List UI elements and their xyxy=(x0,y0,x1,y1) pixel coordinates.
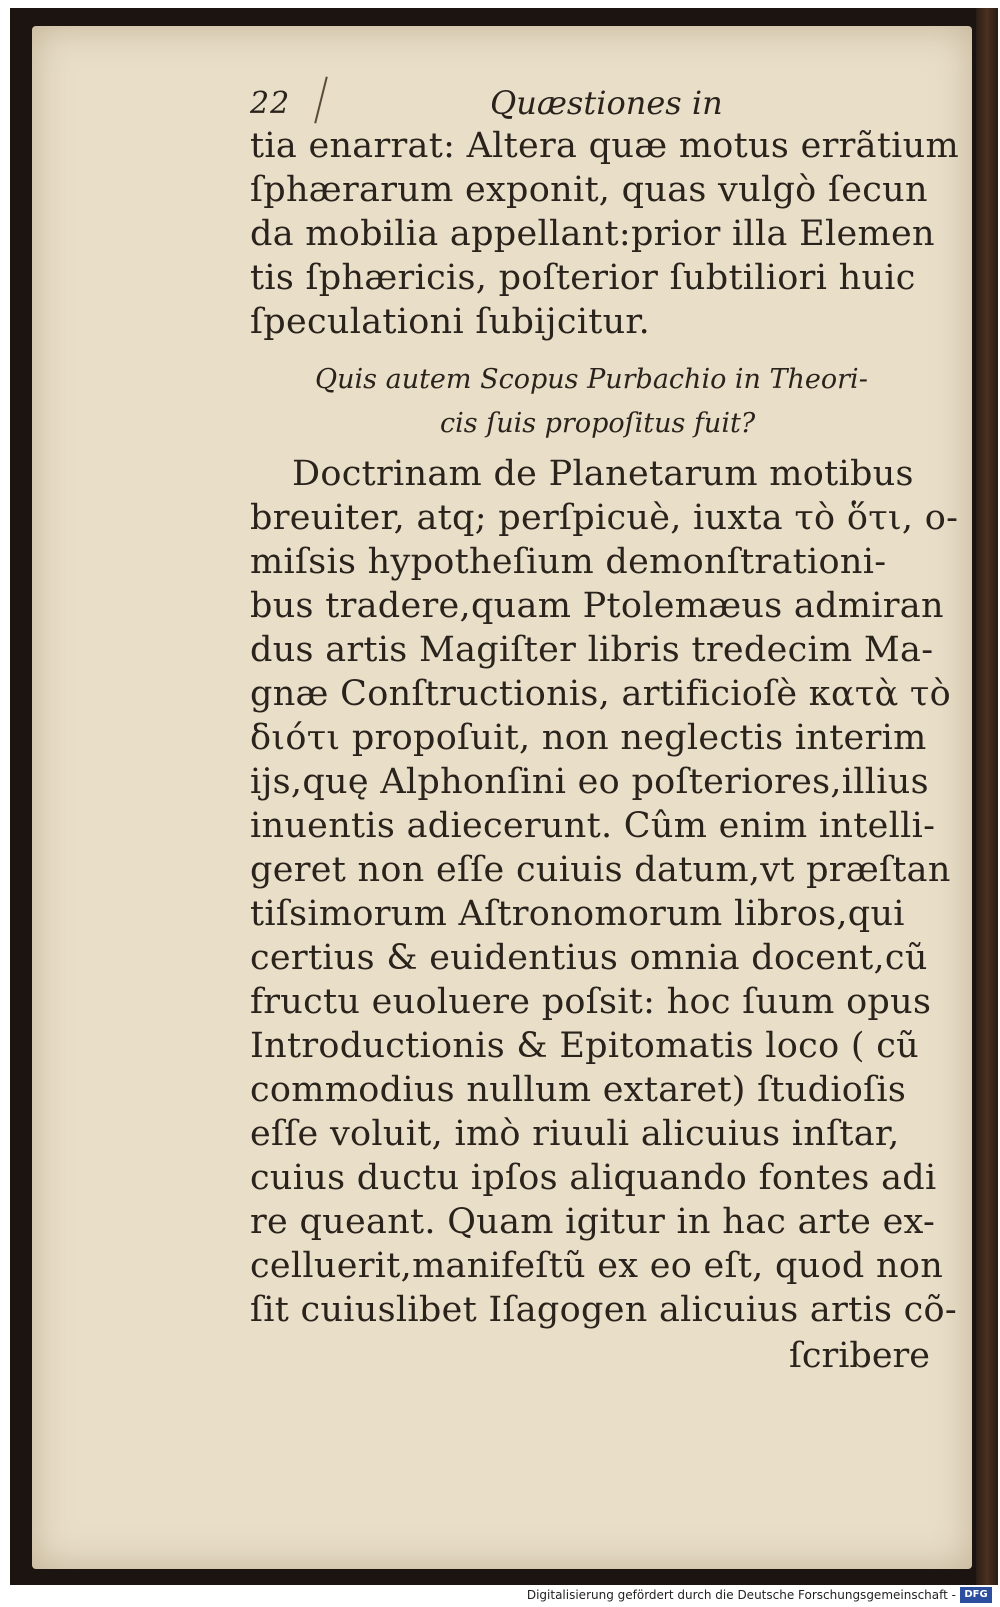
page-number: 22 xyxy=(250,86,291,121)
text-line: cuius ductu ipſos aliquando fontes adi xyxy=(250,1158,937,1198)
text-line: Doctrinam de Planetarum motibus xyxy=(292,454,914,494)
text-line: διότι propoſuit, non neglectis interim xyxy=(250,718,927,758)
text-line: commodius nullum extaret) ſtudioſis xyxy=(250,1070,907,1110)
text-line: tia enarrat: Altera quæ motus errãtium xyxy=(250,126,960,166)
text-line: breuiter, atq; perſpicuè, iuxta τὸ ὅτι, o- xyxy=(250,498,959,538)
text-line: ſit cuiuslibet Iſagogen alicuius artis cõ- xyxy=(250,1290,958,1330)
paragraph-2 xyxy=(250,452,959,1332)
question-line: Quis autem Scopus Purbachio in Theori- xyxy=(315,364,868,395)
page-text xyxy=(250,80,960,1378)
funding-credit: Digitalisierung gefördert durch die Deutsche Forschungsgemeinschaft - xyxy=(526,1588,956,1602)
running-head: Quæstiones in xyxy=(490,84,723,122)
digitization-footer xyxy=(0,1585,1000,1607)
dfg-logo-icon: DFG xyxy=(960,1587,992,1603)
text-line: gnæ Conſtructionis, artificioſè κατὰ τὸ xyxy=(250,674,951,714)
text-line: dus artis Magiſter libris tredecim Ma- xyxy=(250,630,934,670)
text-line: ſphærarum exponit, quas vulgò ſecun xyxy=(250,170,928,210)
question-line: cis ſuis propoſitus fuit? xyxy=(440,408,756,439)
text-line: eſſe voluit, imò riuuli alicuius inſtar, xyxy=(250,1114,900,1154)
text-line: bus tradere,quam Ptolemæus admiran xyxy=(250,586,944,626)
book-cover-edge xyxy=(976,8,998,1590)
text-line: Introductionis & Epitomatis loco ( cũ xyxy=(250,1026,919,1066)
catchword: ſcribere xyxy=(788,1336,930,1376)
question-heading xyxy=(250,358,940,446)
text-line: inuentis adiecerunt. Cûm enim intelli- xyxy=(250,806,936,846)
header-slash-mark xyxy=(314,76,328,123)
text-line: ijs,quę Alphonſini eo poſteriores,illius xyxy=(250,762,929,802)
page-header xyxy=(250,80,940,124)
text-line: tis ſphæricis, poſterior ſubtiliori huic xyxy=(250,258,916,298)
text-line: fructu euoluere poſsit: hoc ſuum opus xyxy=(250,982,932,1022)
text-line: re queant. Quam igitur in hac arte ex- xyxy=(250,1202,936,1242)
text-line: da mobilia appellant:prior illa Elemen xyxy=(250,214,935,254)
text-line: geret non eſſe cuiuis datum,vt præſtan xyxy=(250,850,951,890)
text-line: certius & euidentius omnia docent,cũ xyxy=(250,938,928,978)
text-line: celluerit,manifeſtũ ex eo eſt, quod non xyxy=(250,1246,944,1286)
text-line: tiſsimorum Aſtronomorum libros,qui xyxy=(250,894,905,934)
paragraph-1 xyxy=(250,124,960,344)
text-line: ſpeculationi ſubijcitur. xyxy=(250,302,651,342)
text-line: miſsis hypotheſium demonſtrationi- xyxy=(250,542,887,582)
